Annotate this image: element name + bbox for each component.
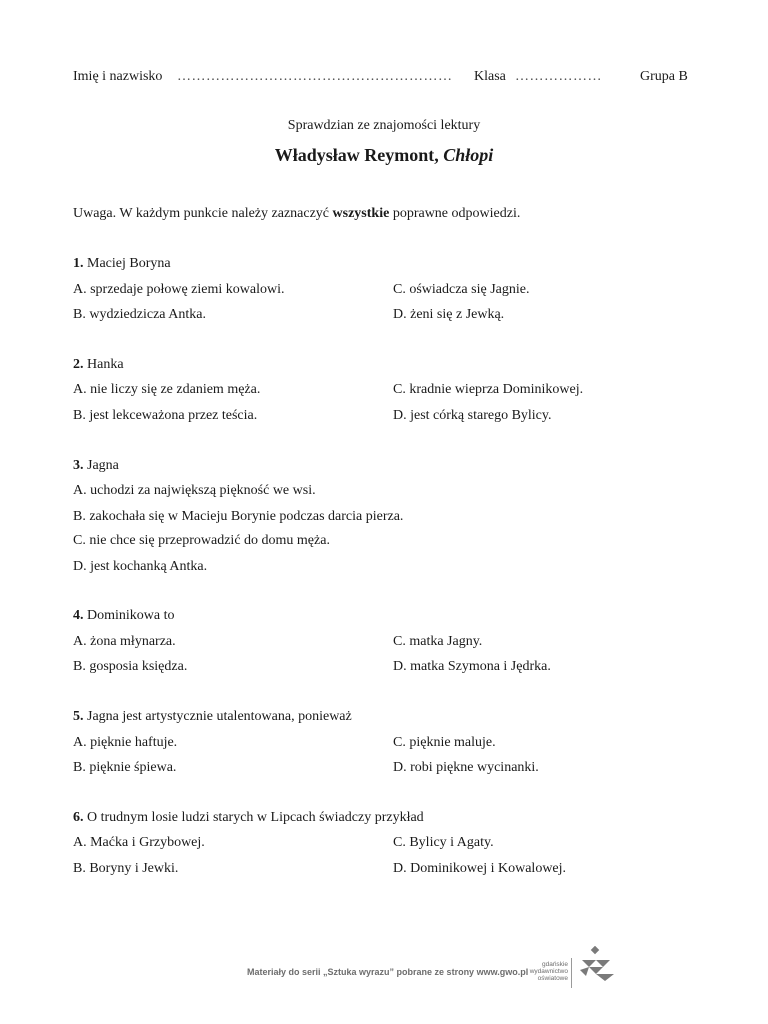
question-6 xyxy=(73,809,424,827)
answer-6a[interactable]: A. Maćka i Grzybowej. xyxy=(73,835,205,850)
answer-1c[interactable]: C. oświadcza się Jagnie. xyxy=(393,282,530,297)
instruction-note xyxy=(73,205,520,223)
publisher-line-1: gdańskie xyxy=(541,961,568,968)
question-text: Hanka xyxy=(83,357,124,372)
note-emphasis: wszystkie xyxy=(332,206,390,221)
answer-5c[interactable]: C. pięknie maluje. xyxy=(393,735,496,750)
question-number: 1. xyxy=(73,256,84,271)
question-number: 4. xyxy=(73,608,84,623)
question-number: 2. xyxy=(73,357,84,372)
answer-2d[interactable]: D. jest córką starego Bylicy. xyxy=(393,408,552,423)
answer-4d[interactable]: D. matka Szymona i Jędrka. xyxy=(393,659,551,674)
title-work: Chłopi xyxy=(443,145,494,165)
name-field-dots: ………………………………………………… xyxy=(177,69,453,84)
answer-5b[interactable]: B. pięknie śpiewa. xyxy=(73,760,177,775)
answer-6c[interactable]: C. Bylicy i Agaty. xyxy=(393,835,494,850)
title-author: Władysław Reymont, xyxy=(274,145,444,165)
question-2 xyxy=(73,356,124,374)
answer-6d[interactable]: D. Dominikowej i Kowalowej. xyxy=(393,861,567,876)
footer-source: Materiały do serii „Sztuka wyrazu” pobrane ze strony www.gwo.pl xyxy=(247,967,529,977)
answer-3b[interactable]: B. zakochała się w Macieju Borynie podczas darcia pierza. xyxy=(73,509,404,524)
answer-2b[interactable]: B. jest lekceważona przez teścia. xyxy=(73,408,258,423)
answer-5a[interactable]: A. pięknie haftuje. xyxy=(73,735,178,750)
answer-1d[interactable]: D. żeni się z Jewką. xyxy=(393,307,505,322)
answer-3a[interactable]: A. uchodzi za największą piękność we wsi. xyxy=(73,483,316,498)
note-suffix: poprawne odpowiedzi. xyxy=(389,206,521,221)
question-5 xyxy=(73,708,352,726)
test-title xyxy=(0,145,768,166)
publisher-line-2: wydawnictwo xyxy=(529,968,568,975)
logo-divider xyxy=(571,958,572,988)
question-1 xyxy=(73,255,171,273)
question-number: 6. xyxy=(73,810,84,825)
name-label: Imię i nazwisko xyxy=(73,69,163,84)
question-4 xyxy=(73,607,175,625)
question-text: Jagna jest artystycznie utalentowana, ponieważ xyxy=(83,709,352,724)
answer-2c[interactable]: C. kradnie wieprza Dominikowej. xyxy=(393,382,584,397)
class-label: Klasa xyxy=(474,69,506,84)
question-text: Dominikowa to xyxy=(83,608,175,623)
answer-4a[interactable]: A. żona młynarza. xyxy=(73,634,176,649)
question-number: 3. xyxy=(73,458,84,473)
note-prefix: Uwaga. W każdym punkcie należy zaznaczyć xyxy=(73,206,333,221)
question-3 xyxy=(73,457,119,475)
answer-1a[interactable]: A. sprzedaje połowę ziemi kowalowi. xyxy=(73,282,285,297)
question-number: 5. xyxy=(73,709,84,724)
gwo-logo-icon xyxy=(576,946,616,982)
question-text: Jagna xyxy=(83,458,119,473)
answer-1b[interactable]: B. wydziedzicza Antka. xyxy=(73,307,206,322)
test-subtitle: Sprawdzian ze znajomości lektury xyxy=(287,118,481,133)
publisher-line-3: oświatowe xyxy=(537,975,568,982)
answer-6b[interactable]: B. Boryny i Jewki. xyxy=(73,861,179,876)
group-label: Grupa B xyxy=(640,69,688,84)
answer-3d[interactable]: D. jest kochanką Antka. xyxy=(73,559,208,574)
answer-5d[interactable]: D. robi piękne wycinanki. xyxy=(393,760,539,775)
answer-4b[interactable]: B. gosposia księdza. xyxy=(73,659,188,674)
question-text: O trudnym losie ludzi starych w Lipcach świadczy przykład xyxy=(83,810,424,825)
answer-2a[interactable]: A. nie liczy się ze zdaniem męża. xyxy=(73,382,261,397)
answer-3c[interactable]: C. nie chce się przeprowadzić do domu męża. xyxy=(73,533,330,548)
answer-4c[interactable]: C. matka Jagny. xyxy=(393,634,483,649)
publisher-name xyxy=(520,961,568,982)
question-text: Maciej Boryna xyxy=(83,256,171,271)
class-field-dots: ……………… xyxy=(515,69,602,84)
